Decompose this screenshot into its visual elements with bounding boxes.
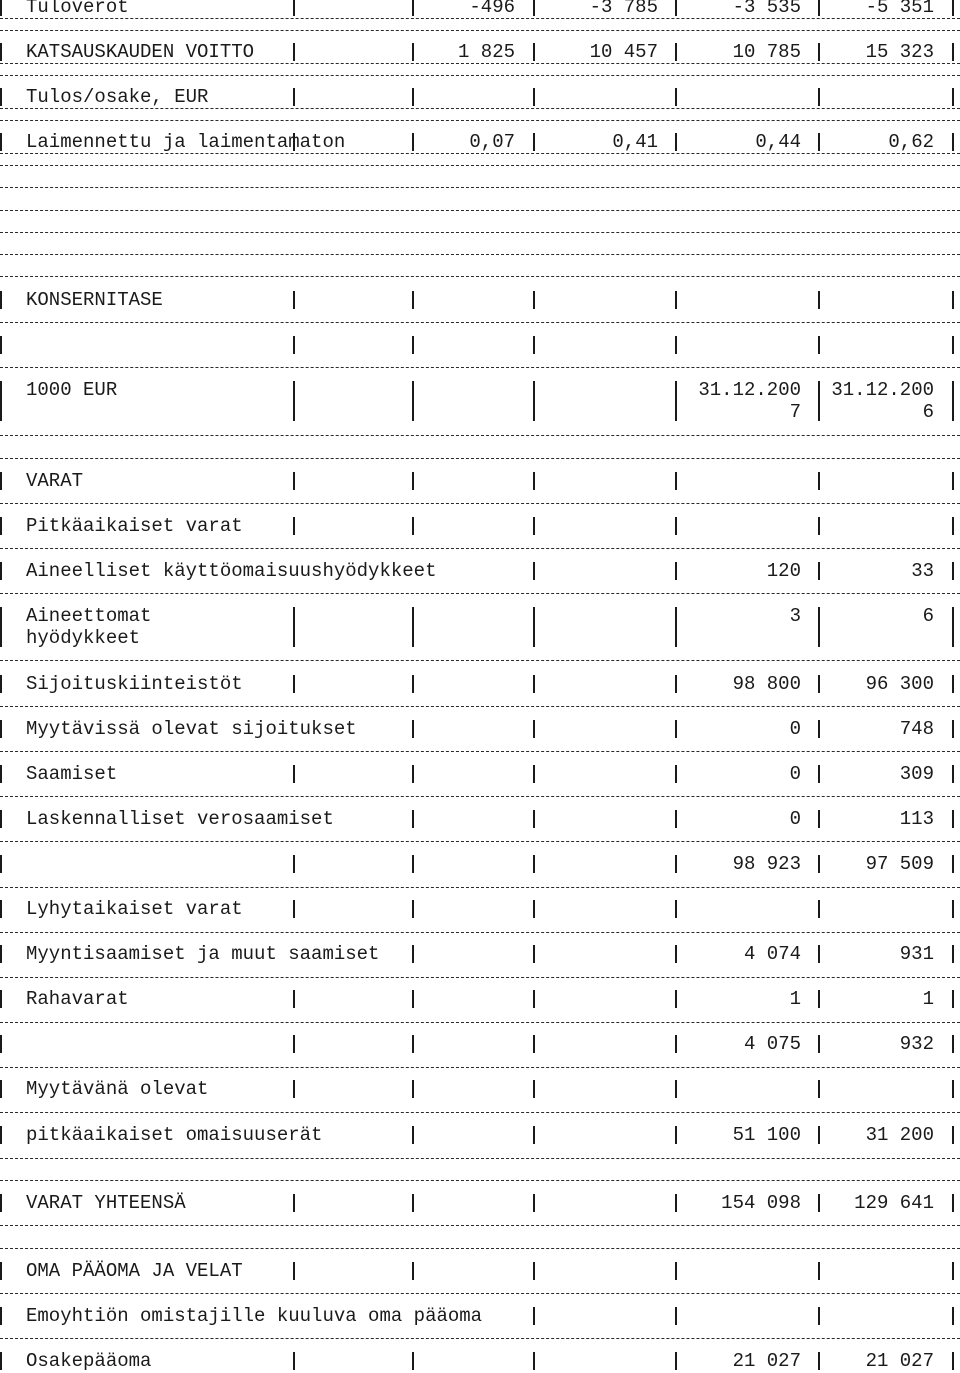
dashed-rule <box>0 503 960 504</box>
column-divider <box>0 1126 2 1144</box>
column-divider <box>818 1194 820 1212</box>
column-divider <box>293 900 295 918</box>
dashed-rule <box>0 322 960 323</box>
column-divider <box>533 472 535 490</box>
column-divider <box>293 336 295 354</box>
column-divider <box>533 291 535 309</box>
column-divider <box>0 945 2 963</box>
value-cell: 931 <box>899 943 934 965</box>
column-divider <box>675 1080 677 1098</box>
column-divider <box>675 1262 677 1280</box>
row-label: Lyhytaikaiset varat <box>26 898 243 920</box>
column-divider <box>0 855 2 873</box>
column-divider <box>0 291 2 309</box>
column-divider <box>533 1080 535 1098</box>
column-divider <box>675 1307 677 1325</box>
column-divider <box>675 607 677 647</box>
column-divider <box>675 0 677 16</box>
column-divider <box>952 472 954 490</box>
column-divider <box>818 133 820 151</box>
value-cell: 0,07 <box>469 131 515 153</box>
row-label: Pitkäaikaiset varat <box>26 515 243 537</box>
value-cell: 51 100 <box>732 1124 801 1146</box>
value-cell: 1 825 <box>457 41 515 63</box>
column-divider <box>952 607 954 647</box>
column-divider <box>675 562 677 580</box>
column-divider <box>952 1194 954 1212</box>
column-divider <box>533 607 535 647</box>
dashed-rule <box>0 367 960 368</box>
dashed-rule <box>0 1067 960 1068</box>
value-cell: 748 <box>899 718 934 740</box>
column-divider <box>675 291 677 309</box>
column-divider <box>533 855 535 873</box>
dashed-rule <box>0 108 960 109</box>
column-divider <box>412 945 414 963</box>
column-divider <box>533 1307 535 1325</box>
column-divider <box>818 0 820 16</box>
column-divider <box>675 1126 677 1144</box>
dashed-rule <box>0 187 960 188</box>
value-cell: -3 785 <box>589 0 658 18</box>
column-divider <box>412 765 414 783</box>
value-cell: 932 <box>899 1033 934 1055</box>
column-divider <box>818 517 820 535</box>
column-divider <box>675 810 677 828</box>
column-divider <box>293 1035 295 1053</box>
column-divider <box>0 0 2 16</box>
column-divider <box>0 990 2 1008</box>
row-label: KATSAUSKAUDEN VOITTO <box>26 41 255 63</box>
column-divider <box>675 990 677 1008</box>
column-divider <box>818 1126 820 1144</box>
column-divider <box>533 1035 535 1053</box>
row-label: Tulos/osake, EUR <box>26 86 209 108</box>
column-divider <box>952 945 954 963</box>
column-divider <box>293 855 295 873</box>
dashed-rule <box>0 1293 960 1294</box>
dashed-rule <box>0 18 960 19</box>
dashed-rule <box>0 1158 960 1159</box>
row-label: OMA PÄÄOMA JA VELAT <box>26 1260 243 1282</box>
column-divider <box>412 720 414 738</box>
value-cell: 309 <box>899 763 934 785</box>
column-divider <box>0 607 2 647</box>
dashed-rule <box>0 1338 960 1339</box>
row-label: Myytävänä olevat <box>26 1078 209 1100</box>
column-divider <box>0 900 2 918</box>
column-divider <box>675 472 677 490</box>
row-label: Tuloverot <box>26 0 129 18</box>
dashed-rule <box>0 63 960 64</box>
column-divider <box>293 381 295 421</box>
column-divider <box>412 1035 414 1053</box>
column-divider <box>533 562 535 580</box>
column-divider <box>293 765 295 783</box>
column-divider <box>533 765 535 783</box>
dashed-rule <box>0 1225 960 1226</box>
dashed-rule <box>0 254 960 255</box>
column-divider <box>0 472 2 490</box>
dashed-rule <box>0 210 960 211</box>
column-divider <box>0 1035 2 1053</box>
column-divider <box>818 855 820 873</box>
column-divider <box>675 765 677 783</box>
column-divider <box>0 517 2 535</box>
column-divider <box>818 720 820 738</box>
row-label: Aineettomat hyödykkeet <box>26 605 152 649</box>
row-label: Aineelliset käyttöomaisuushyödykkeet <box>26 560 437 582</box>
column-divider <box>293 88 295 106</box>
column-divider <box>533 133 535 151</box>
dashed-rule <box>0 1022 960 1023</box>
value-cell: 0,41 <box>612 131 658 153</box>
column-divider <box>412 1080 414 1098</box>
column-divider <box>533 1194 535 1212</box>
value-cell: 21 027 <box>732 1350 801 1372</box>
column-divider <box>818 1035 820 1053</box>
dashed-rule <box>0 153 960 154</box>
column-divider <box>818 43 820 61</box>
column-divider <box>293 990 295 1008</box>
column-divider <box>952 381 954 421</box>
column-divider <box>818 562 820 580</box>
column-divider <box>412 88 414 106</box>
column-divider <box>412 1194 414 1212</box>
value-cell: 0,62 <box>888 131 934 153</box>
row-label: 1000 EUR <box>26 379 118 401</box>
column-divider <box>675 1194 677 1212</box>
column-divider <box>818 765 820 783</box>
value-cell: 96 300 <box>865 673 934 695</box>
column-divider <box>952 562 954 580</box>
column-divider <box>0 810 2 828</box>
column-divider <box>412 900 414 918</box>
value-cell: 154 098 <box>721 1192 801 1214</box>
column-divider <box>533 945 535 963</box>
column-divider <box>952 291 954 309</box>
value-cell: 98 800 <box>732 673 801 695</box>
column-divider <box>293 1262 295 1280</box>
column-divider <box>0 43 2 61</box>
column-divider <box>293 291 295 309</box>
row-label: Sijoituskiinteistöt <box>26 673 243 695</box>
dashed-rule <box>0 1112 960 1113</box>
column-divider <box>952 1035 954 1053</box>
row-label: Emoyhtiön omistajille kuuluva oma pääoma <box>26 1305 483 1327</box>
column-divider <box>952 990 954 1008</box>
row-label: Laimennettu ja laimentamaton <box>26 131 346 153</box>
column-divider <box>412 1352 414 1370</box>
column-divider <box>0 1352 2 1370</box>
row-label: Rahavarat <box>26 988 129 1010</box>
column-divider <box>675 900 677 918</box>
column-divider <box>818 810 820 828</box>
column-divider <box>952 88 954 106</box>
column-divider <box>952 517 954 535</box>
column-divider <box>818 291 820 309</box>
column-divider <box>952 1080 954 1098</box>
dashed-rule <box>0 120 960 121</box>
column-divider <box>0 1080 2 1098</box>
column-divider <box>293 43 295 61</box>
dashed-rule <box>0 458 960 459</box>
value-cell: 31.12.200 7 <box>698 379 801 423</box>
column-divider <box>533 517 535 535</box>
column-divider <box>675 1352 677 1370</box>
column-divider <box>818 945 820 963</box>
column-divider <box>818 1307 820 1325</box>
column-divider <box>533 1352 535 1370</box>
value-cell: 129 641 <box>854 1192 934 1214</box>
row-label: VARAT YHTEENSÄ <box>26 1192 186 1214</box>
column-divider <box>412 472 414 490</box>
column-divider <box>0 133 2 151</box>
dashed-rule <box>0 548 960 549</box>
dashed-rule <box>0 932 960 933</box>
column-divider <box>952 133 954 151</box>
column-divider <box>675 133 677 151</box>
dashed-rule <box>0 751 960 752</box>
column-divider <box>412 291 414 309</box>
value-cell: 1 <box>789 988 801 1010</box>
value-cell: 4 074 <box>743 943 801 965</box>
row-label: VARAT <box>26 470 84 492</box>
column-divider <box>412 381 414 421</box>
column-divider <box>952 1262 954 1280</box>
column-divider <box>818 1352 820 1370</box>
value-cell: 0,44 <box>755 131 801 153</box>
column-divider <box>0 765 2 783</box>
column-divider <box>675 336 677 354</box>
column-divider <box>952 720 954 738</box>
column-divider <box>675 720 677 738</box>
dashed-rule <box>0 706 960 707</box>
column-divider <box>412 855 414 873</box>
column-divider <box>818 472 820 490</box>
dashed-rule <box>0 1248 960 1249</box>
dashed-rule <box>0 165 960 166</box>
value-cell: 97 509 <box>865 853 934 875</box>
column-divider <box>952 43 954 61</box>
value-cell: 31.12.200 6 <box>831 379 934 423</box>
column-divider <box>293 0 295 16</box>
column-divider <box>675 855 677 873</box>
dashed-rule <box>0 660 960 661</box>
column-divider <box>675 517 677 535</box>
column-divider <box>0 562 2 580</box>
column-divider <box>533 810 535 828</box>
value-cell: 33 <box>911 560 934 582</box>
column-divider <box>0 1194 2 1212</box>
value-cell: -5 351 <box>865 0 934 18</box>
value-cell: -496 <box>469 0 515 18</box>
column-divider <box>952 810 954 828</box>
dashed-rule <box>0 593 960 594</box>
dashed-rule <box>0 435 960 436</box>
dashed-rule <box>0 796 960 797</box>
value-cell: 10 457 <box>589 41 658 63</box>
column-divider <box>952 1307 954 1325</box>
column-divider <box>818 607 820 647</box>
value-cell: 0 <box>789 718 801 740</box>
column-divider <box>818 381 820 421</box>
dashed-rule <box>0 977 960 978</box>
value-cell: 4 075 <box>743 1033 801 1055</box>
value-cell: 15 323 <box>865 41 934 63</box>
column-divider <box>0 381 2 421</box>
dashed-rule <box>0 841 960 842</box>
column-divider <box>533 720 535 738</box>
column-divider <box>533 1126 535 1144</box>
value-cell: 120 <box>766 560 801 582</box>
column-divider <box>0 336 2 354</box>
value-cell: 10 785 <box>732 41 801 63</box>
column-divider <box>952 765 954 783</box>
column-divider <box>0 1307 2 1325</box>
column-divider <box>412 607 414 647</box>
column-divider <box>293 472 295 490</box>
column-divider <box>293 1352 295 1370</box>
value-cell: 1 <box>922 988 934 1010</box>
column-divider <box>675 1035 677 1053</box>
column-divider <box>0 675 2 693</box>
column-divider <box>818 88 820 106</box>
row-label: Laskennalliset verosaamiset <box>26 808 334 830</box>
value-cell: 113 <box>899 808 934 830</box>
column-divider <box>293 1194 295 1212</box>
column-divider <box>293 517 295 535</box>
row-label: pitkäaikaiset omaisuuserät <box>26 1124 323 1146</box>
column-divider <box>952 855 954 873</box>
value-cell: -3 535 <box>732 0 801 18</box>
value-cell: 6 <box>922 605 934 627</box>
value-cell: 98 923 <box>732 853 801 875</box>
column-divider <box>293 1080 295 1098</box>
dashed-rule <box>0 1180 960 1181</box>
column-divider <box>675 88 677 106</box>
column-divider <box>0 88 2 106</box>
row-label: Osakepääoma <box>26 1350 152 1372</box>
column-divider <box>952 1126 954 1144</box>
column-divider <box>412 517 414 535</box>
column-divider <box>0 720 2 738</box>
dashed-rule <box>0 30 960 31</box>
dashed-rule <box>0 887 960 888</box>
column-divider <box>952 1352 954 1370</box>
column-divider <box>533 900 535 918</box>
column-divider <box>412 990 414 1008</box>
dashed-rule <box>0 276 960 277</box>
row-label: Saamiset <box>26 763 118 785</box>
column-divider <box>818 1262 820 1280</box>
column-divider <box>952 900 954 918</box>
column-divider <box>533 336 535 354</box>
value-cell: 31 200 <box>865 1124 934 1146</box>
column-divider <box>412 0 414 16</box>
column-divider <box>293 607 295 647</box>
column-divider <box>533 0 535 16</box>
dashed-rule <box>0 232 960 233</box>
row-label: Myyntisaamiset ja muut saamiset <box>26 943 380 965</box>
column-divider <box>0 1262 2 1280</box>
column-divider <box>818 1080 820 1098</box>
column-divider <box>818 336 820 354</box>
column-divider <box>412 43 414 61</box>
column-divider <box>952 336 954 354</box>
column-divider <box>675 945 677 963</box>
column-divider <box>675 381 677 421</box>
value-cell: 0 <box>789 808 801 830</box>
column-divider <box>412 1262 414 1280</box>
column-divider <box>675 675 677 693</box>
column-divider <box>412 133 414 151</box>
column-divider <box>818 990 820 1008</box>
column-divider <box>533 43 535 61</box>
value-cell: 3 <box>789 605 801 627</box>
column-divider <box>412 336 414 354</box>
column-divider <box>533 990 535 1008</box>
column-divider <box>675 43 677 61</box>
column-divider <box>533 675 535 693</box>
dashed-rule <box>0 75 960 76</box>
column-divider <box>533 381 535 421</box>
row-label: Myytävissä olevat sijoitukset <box>26 718 357 740</box>
value-cell: 0 <box>789 763 801 785</box>
column-divider <box>533 88 535 106</box>
row-label: KONSERNITASE <box>26 289 163 311</box>
column-divider <box>412 810 414 828</box>
column-divider <box>412 675 414 693</box>
value-cell: 21 027 <box>865 1350 934 1372</box>
column-divider <box>952 675 954 693</box>
column-divider <box>293 675 295 693</box>
column-divider <box>952 0 954 16</box>
column-divider <box>533 1262 535 1280</box>
column-divider <box>818 900 820 918</box>
column-divider <box>412 1126 414 1144</box>
column-divider <box>818 675 820 693</box>
